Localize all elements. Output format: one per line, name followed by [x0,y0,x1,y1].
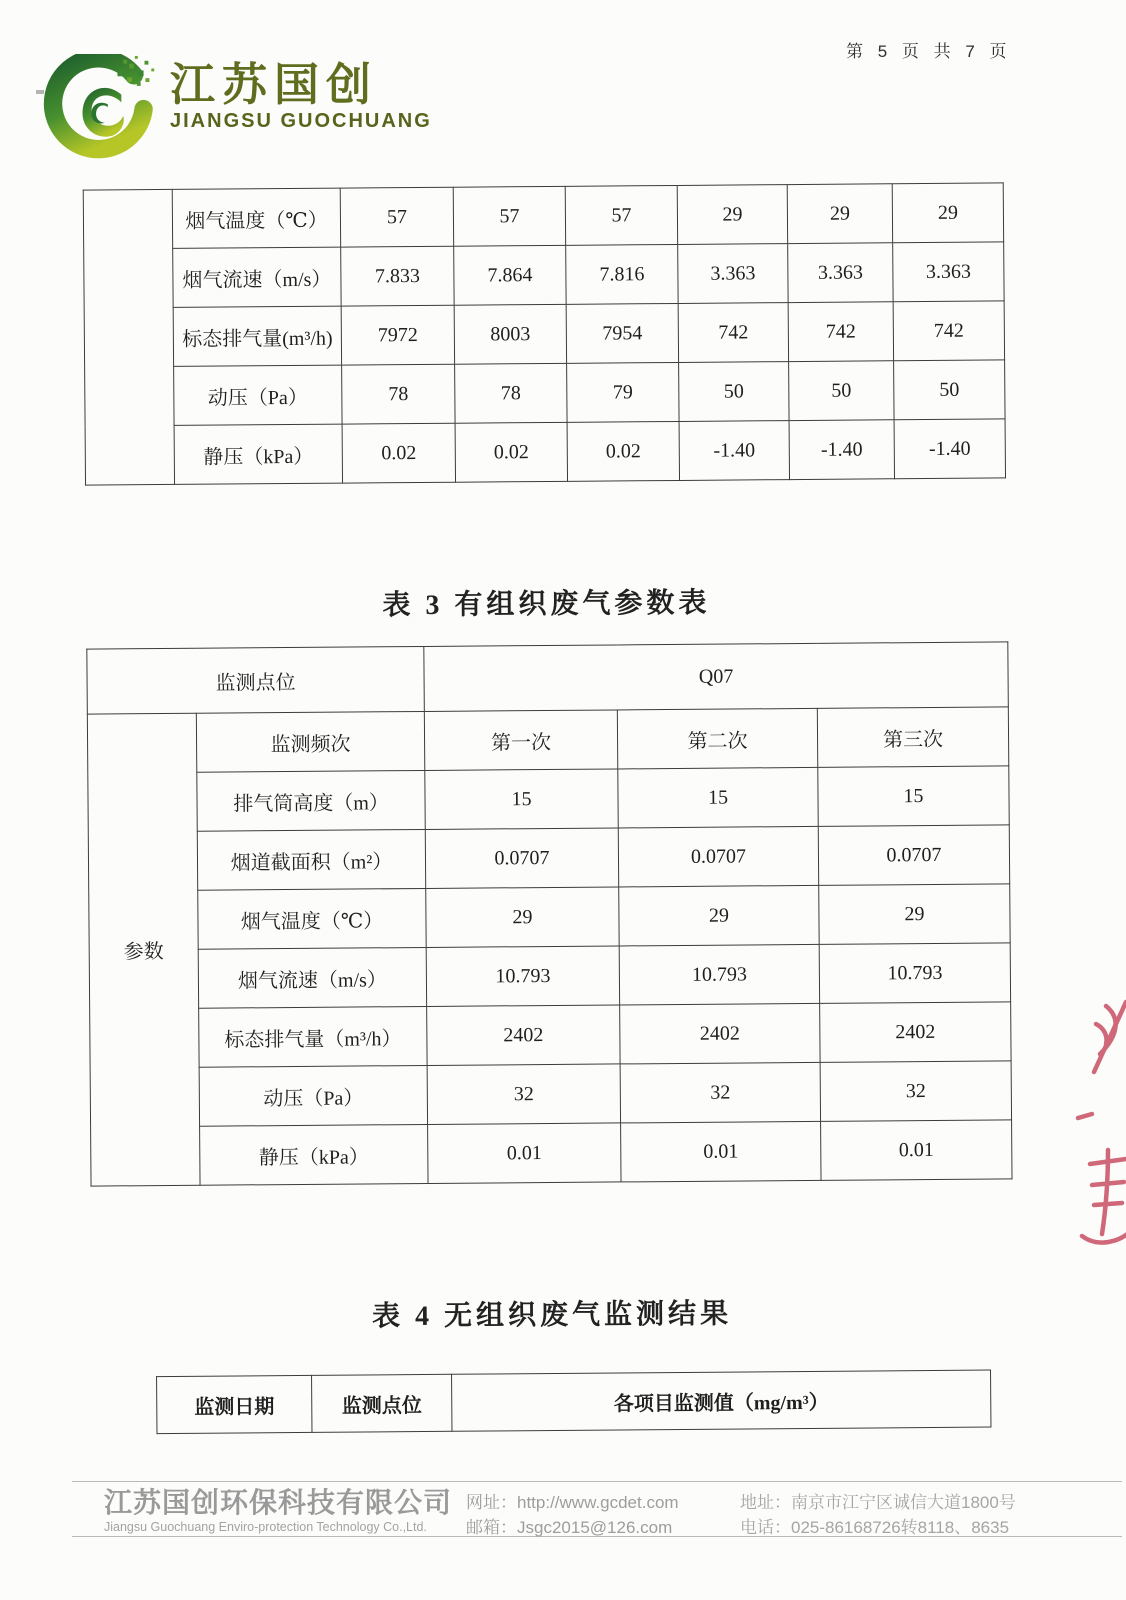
table-row [87,642,1008,714]
cell: 0.01 [621,1121,821,1182]
cell: 0.0707 [618,826,818,887]
cell: 50 [894,360,1005,420]
cell: 3.363 [893,242,1004,302]
cell: 2402 [620,1003,820,1064]
logo-text-en: JIANGSU GUOCHUANG [170,109,432,132]
cell: 29 [677,185,787,245]
table-flue-gas-parameters-continued [83,182,1006,485]
footer-website: 网址：http://www.gcdet.com [466,1493,679,1512]
cell: 7.864 [454,245,566,305]
cell: 50 [679,362,789,422]
parameter-span-label: 参数 [87,713,200,1186]
table-row [85,419,1005,485]
cell: 742 [678,303,788,363]
table-unorganized-waste-gas-results [156,1370,991,1435]
red-stamp-fragment [1066,998,1126,1258]
footer-divider-top [72,1481,1122,1482]
cell: 3.363 [678,244,788,304]
row-label: 监测频次 [196,711,424,772]
footer-contact [466,1491,679,1540]
column-header: 第一次 [424,710,617,771]
cell: 0.02 [342,423,455,483]
row-label: 烟气流速（m/s） [173,247,341,307]
cell: 0.0707 [818,825,1009,885]
cell: 3.363 [788,243,893,303]
cell: -1.40 [789,420,894,480]
footer-email: 邮箱：Jsgc2015@126.com [466,1517,673,1537]
row-label: 标态排气量（m³/h） [199,1006,427,1067]
cell: 8003 [454,304,566,364]
table-row [87,707,1008,773]
logo-text-cn: 江苏国创 [170,59,379,110]
table-row [90,1061,1011,1127]
cell: 0.0707 [425,828,618,889]
row-label: 静压（kPa） [200,1124,428,1185]
table-row [89,884,1010,950]
table-row [89,943,1010,1009]
table-row [90,1002,1011,1068]
cell: 0.02 [567,421,679,481]
table-row [91,1120,1012,1186]
cell: 57 [340,187,453,247]
table-row [83,183,1003,249]
row-label: 排气筒高度（m） [197,770,425,831]
row-label: 静压（kPa） [174,424,342,484]
footer-address: 地址：南京市江宁区诚信大道1800号 [740,1493,1016,1512]
row-label: 烟气温度（℃） [172,188,340,248]
cell: -1.40 [679,421,789,481]
cell: 32 [820,1061,1011,1121]
table-row [88,825,1009,891]
cell: 78 [342,364,455,424]
page-number: 第 5 页 共 7 页 [846,42,1012,61]
cell: 57 [453,186,565,246]
cell: 7.833 [341,246,454,306]
monitor-point-value: Q07 [424,642,1009,712]
cell: 0.01 [821,1120,1012,1180]
row-label: 烟气流速（m/s） [198,947,426,1008]
row-label: 动压（Pa） [174,365,342,425]
cell: 57 [565,185,677,245]
cell: 29 [426,887,619,948]
row-label: 标态排气量(m³/h) [173,306,341,366]
column-header: 第三次 [817,707,1008,767]
cell: 7.816 [566,244,678,304]
cell: 2402 [820,1002,1011,1062]
monitor-point-label: 监测点位 [87,646,425,714]
cell: 7954 [566,303,678,363]
table-row [85,360,1005,426]
cell: 29 [892,183,1003,243]
table-row [157,1370,991,1434]
empty-span-cell [83,189,174,485]
cell: 15 [818,766,1009,826]
cell: 0.01 [428,1123,621,1184]
column-header: 监测点位 [312,1374,452,1432]
footer-company-en: Jiangsu Guochuang Enviro-protection Technology Co.,Ltd. [104,1520,427,1534]
row-label: 烟气温度（℃） [198,888,426,949]
table-organized-waste-gas-parameters [86,641,1012,1186]
cell: 78 [455,363,567,423]
row-label: 动压（Pa） [199,1065,427,1126]
cell: 15 [425,769,618,830]
column-header: 监测日期 [157,1375,312,1433]
table-row [84,301,1004,367]
footer-company [104,1489,464,1534]
cell: 32 [620,1062,820,1123]
footer-address-block [740,1491,1016,1540]
footer-phone: 电话：025-86168726转8118、8635 [740,1517,1010,1537]
footer-company-cn: 江苏国创环保科技有限公司 [104,1487,453,1518]
column-header: 第二次 [617,708,817,769]
cell: 50 [789,361,894,421]
table-row [84,242,1004,308]
cell: 10.793 [619,944,819,1005]
cell: 7972 [341,305,454,365]
cell: 79 [567,362,679,422]
table3-title: 表 3 有组织废气参数表 [382,587,711,622]
cell: 32 [427,1064,620,1125]
cell: 10.793 [426,946,619,1007]
table4-title: 表 4 无组织废气监测结果 [371,1298,733,1333]
cell: 15 [618,767,818,828]
cell: 29 [619,885,819,946]
cell: 0.02 [455,422,567,482]
table-row [88,766,1009,832]
cell: 742 [788,302,893,362]
cell: 29 [819,884,1010,944]
cell: 29 [787,184,892,244]
row-label: 烟道截面积（m²） [197,829,425,890]
cell: 10.793 [819,943,1010,1003]
column-header: 各项目监测值（mg/m³） [452,1370,991,1431]
cell: 2402 [427,1005,620,1066]
cell: 742 [893,301,1004,361]
cell: -1.40 [894,419,1005,479]
